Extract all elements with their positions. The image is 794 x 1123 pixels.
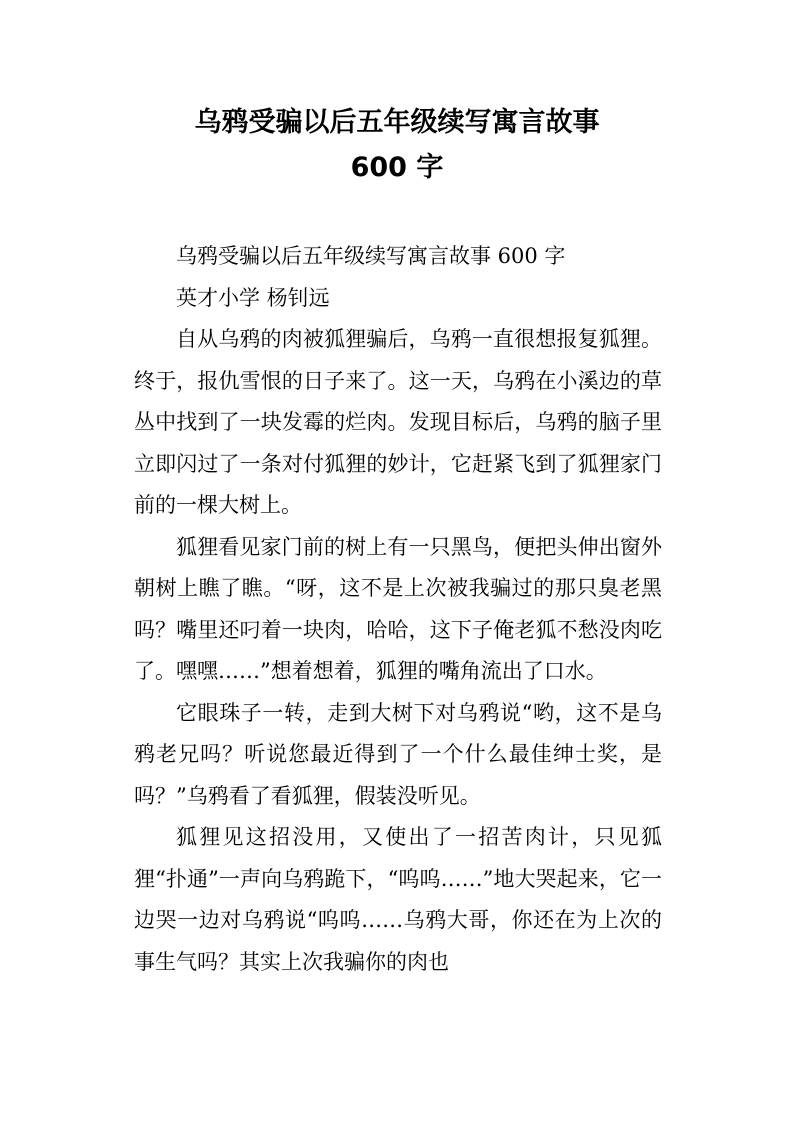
author-line: 英才小学 杨钊远: [176, 285, 330, 310]
title-line-2: 600 字: [350, 152, 444, 183]
paragraph-4: 狐狸见这招没用，又使出了一招苦肉计，只见狐狸“扑通”一声向乌鸦跪下，“呜呜……”地大哭起来，它一边哭一边对乌鸦说“呜呜……乌鸦大哥，你还在为上次的事生气吗？其实上次我骗你的肉也: [134, 825, 662, 974]
document-body: [134, 236, 662, 983]
paragraph-1: 自从乌鸦的肉被狐狸骗后，乌鸦一直很想报复狐狸。终于，报仇雪恨的日子来了。这一天，乌鸦在小溪边的草丛中找到了一块发霉的烂肉。发现目标后，乌鸦的脑子里立即闪过了一条对付狐狸的妙计，它赶紧飞到了狐狸家门前的一棵大树上。: [134, 327, 662, 517]
title-line-1: 乌鸦受骗以后五年级续写寓言故事: [194, 107, 600, 138]
subtitle-line: 乌鸦受骗以后五年级续写寓言故事 600 字: [176, 244, 566, 268]
paragraph-3: 它眼珠子一转，走到大树下对乌鸦说“哟，这不是乌鸦老兄吗？听说您最近得到了一个什么最佳绅士奖，是吗？”乌鸦看了看狐狸，假装没听见。: [134, 700, 662, 808]
paragraph-2: 狐狸看见家门前的树上有一只黑鸟，便把头伸出窗外朝树上瞧了瞧。“呀，这不是上次被我骗过的那只臭老黑吗？嘴里还叼着一块肉，哈哈，这下子俺老狐不愁没肉吃了。嘿嘿……”想着想着，狐狸的嘴角流出了口水。: [134, 534, 662, 683]
document-title: [100, 100, 694, 190]
